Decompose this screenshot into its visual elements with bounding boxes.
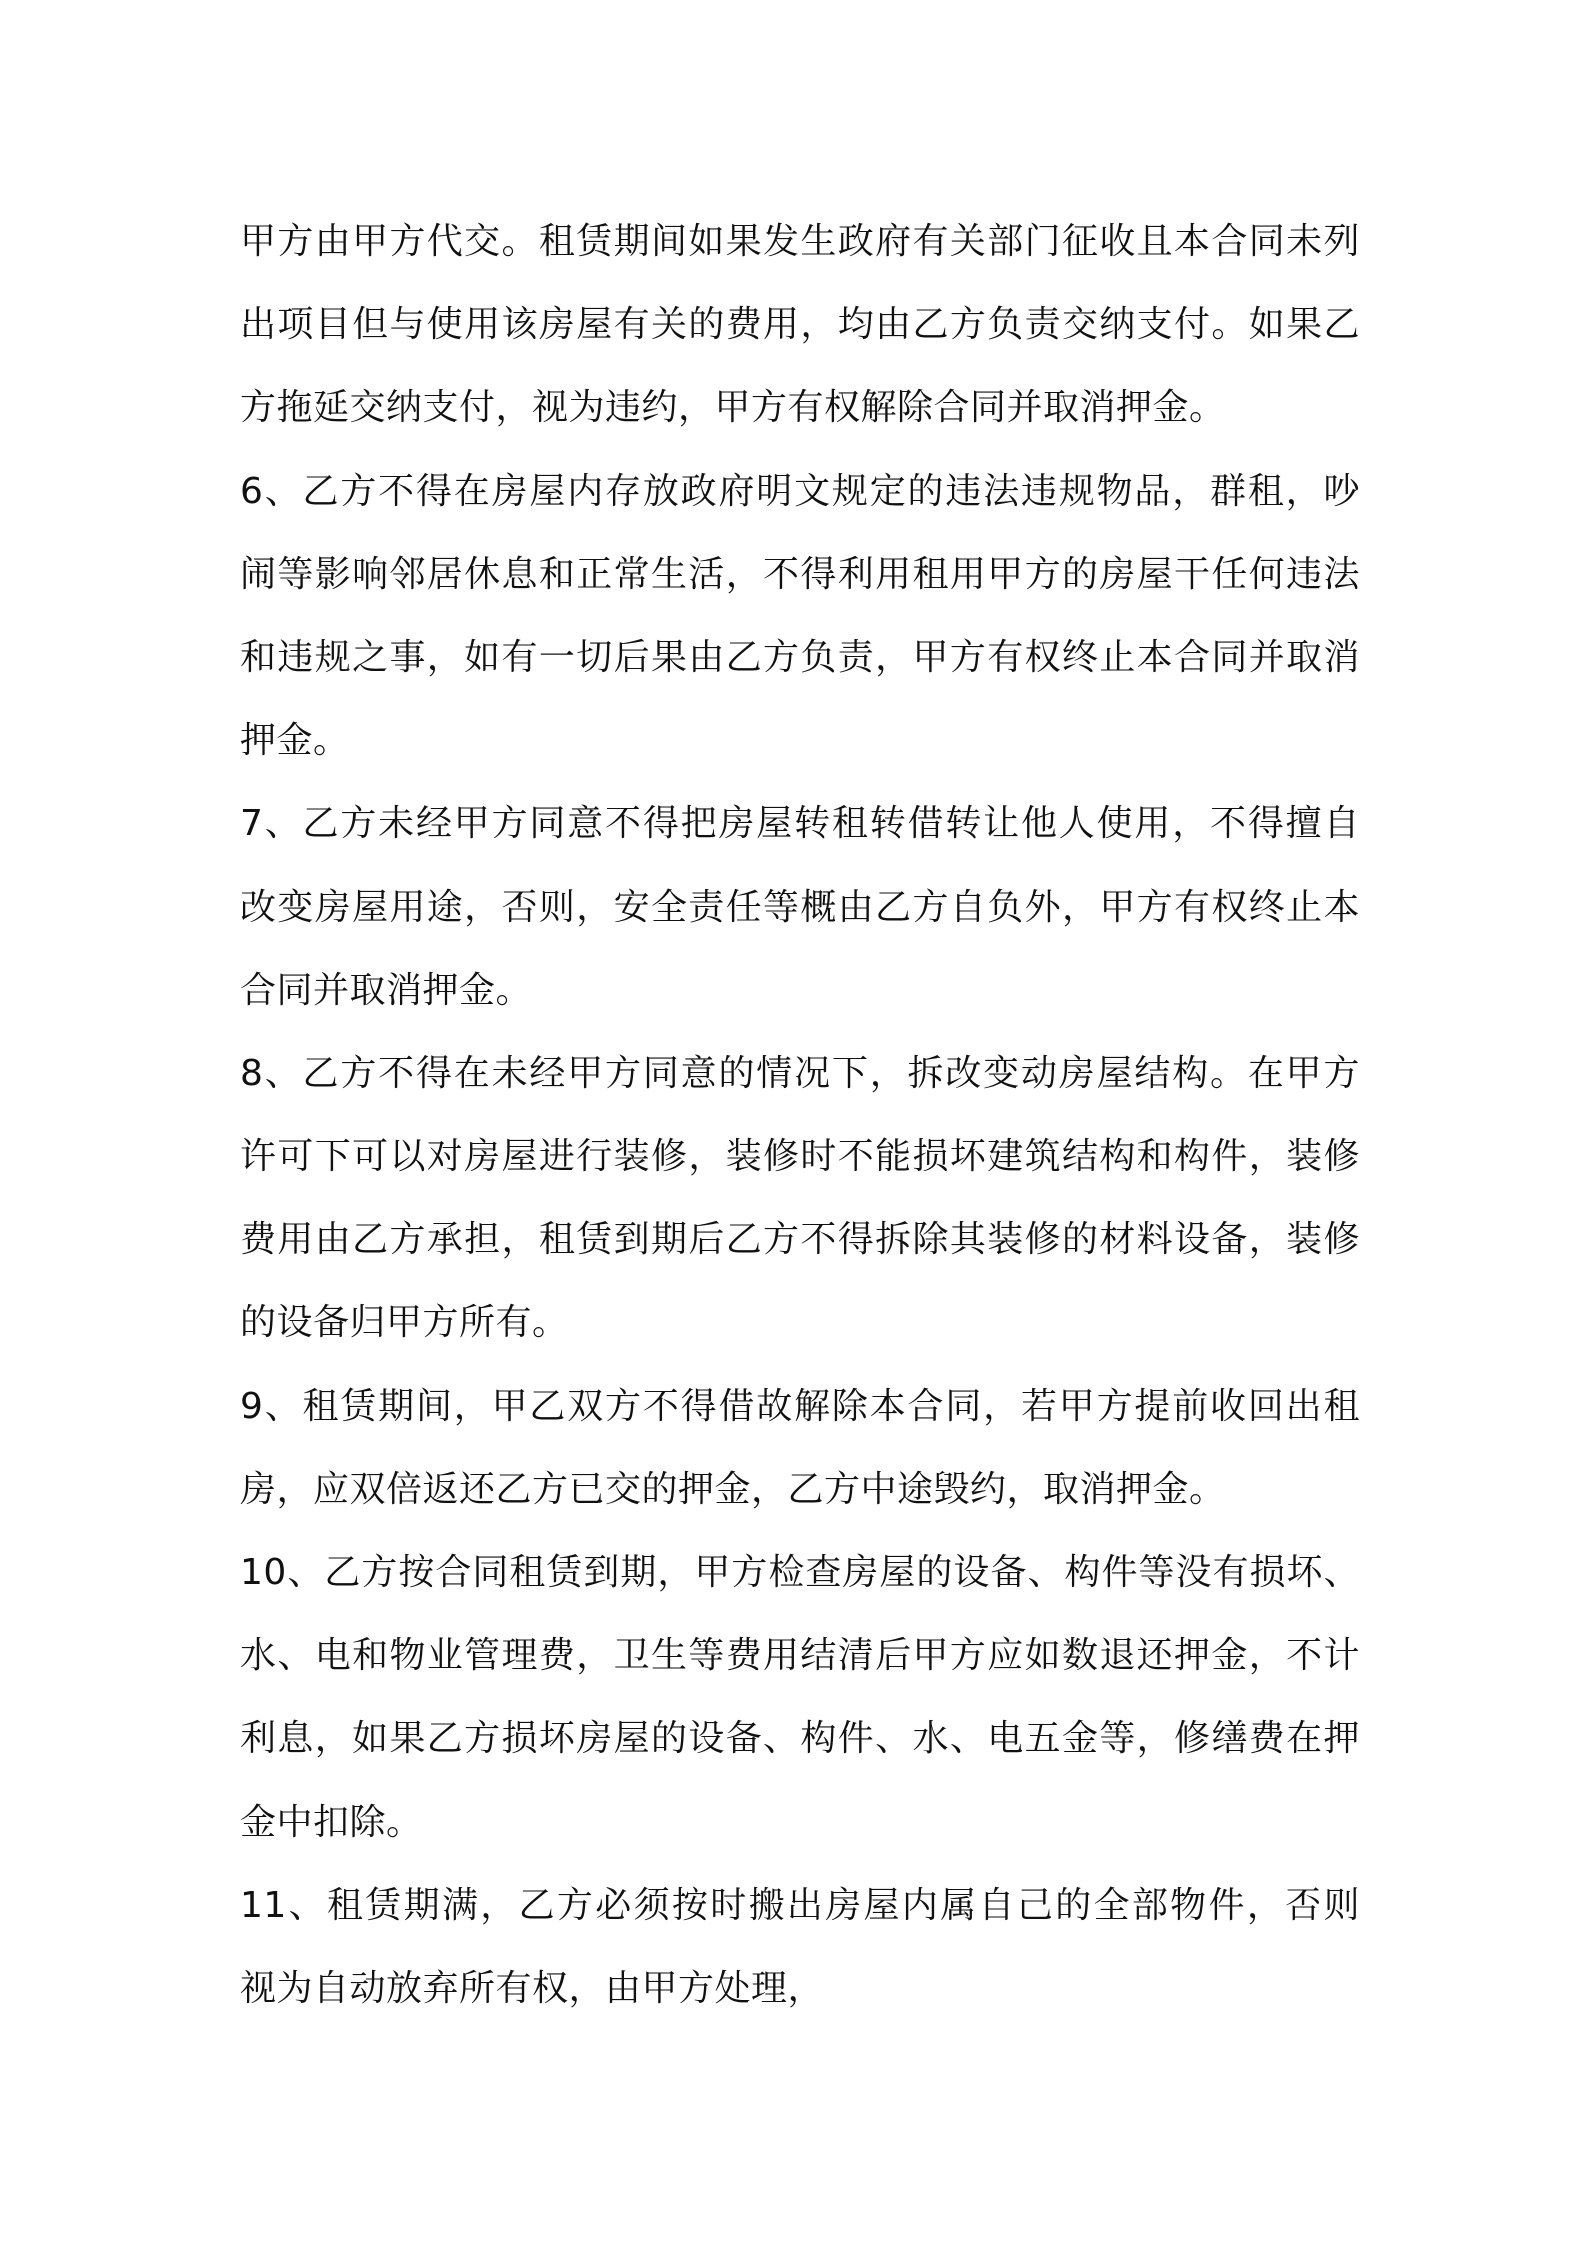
text-line: 方拖延交纳支付，视为违约，甲方有权解除合同并取消押金。 <box>240 387 1226 429</box>
clause-11-line: 11、租赁期满，乙方必须按时搬出房屋内属自己的全部物件，否则 <box>240 1884 1360 1926</box>
clause-9-line: 9、租赁期间，甲乙双方不得借故解除本合同，若甲方提前收回出租 <box>240 1385 1360 1427</box>
text-line: 合同并取消押金。 <box>240 969 533 1011</box>
text-line: 视为自动放弃所有权，由甲方处理， <box>240 1967 825 2009</box>
clause-7-line: 7、乙方未经甲方同意不得把房屋转租转借转让他人使用，不得擅自 <box>240 803 1360 845</box>
contract-text-body <box>240 200 1360 2030</box>
text-line: 押金。 <box>240 720 350 762</box>
text-line: 的设备归甲方所有。 <box>240 1302 569 1344</box>
text-line: 出项目但与使用该房屋有关的费用，均由乙方负责交纳支付。如果乙 <box>240 304 1360 346</box>
clause-6-line: 6、乙方不得在房屋内存放政府明文规定的违法违规物品，群租，吵 <box>240 470 1360 512</box>
text-line: 闹等影响邻居休息和正常生活，不得利用租用甲方的房屋干任何违法 <box>240 553 1360 595</box>
text-line: 利息，如果乙方损坏房屋的设备、构件、水、电五金等，修缮费在押 <box>240 1718 1360 1760</box>
clause-10-line: 10、乙方按合同租赁到期，甲方检查房屋的设备、构件等没有损坏、 <box>240 1552 1360 1593</box>
text-line: 费用由乙方承担，租赁到期后乙方不得拆除其装修的材料设备，装修 <box>240 1219 1360 1261</box>
text-line: 许可下可以对房屋进行装修，装修时不能损坏建筑结构和构件，装修 <box>240 1136 1360 1178</box>
text-line: 水、电和物业管理费，卫生等费用结清后甲方应如数退还押金，不计 <box>240 1635 1360 1677</box>
text-line: 甲方由甲方代交。租赁期间如果发生政府有关部门征收且本合同未列 <box>240 221 1360 262</box>
text-line: 和违规之事，如有一切后果由乙方负责，甲方有权终止本合同并取消 <box>240 636 1360 678</box>
clause-8-line: 8、乙方不得在未经甲方同意的情况下，拆改变动房屋结构。在甲方 <box>240 1052 1360 1094</box>
text-line: 房，应双倍返还乙方已交的押金，乙方中途毁约，取消押金。 <box>240 1468 1226 1510</box>
text-line: 金中扣除。 <box>240 1801 423 1843</box>
text-line: 改变房屋用途，否则，安全责任等概由乙方自负外，甲方有权终止本 <box>240 886 1360 928</box>
